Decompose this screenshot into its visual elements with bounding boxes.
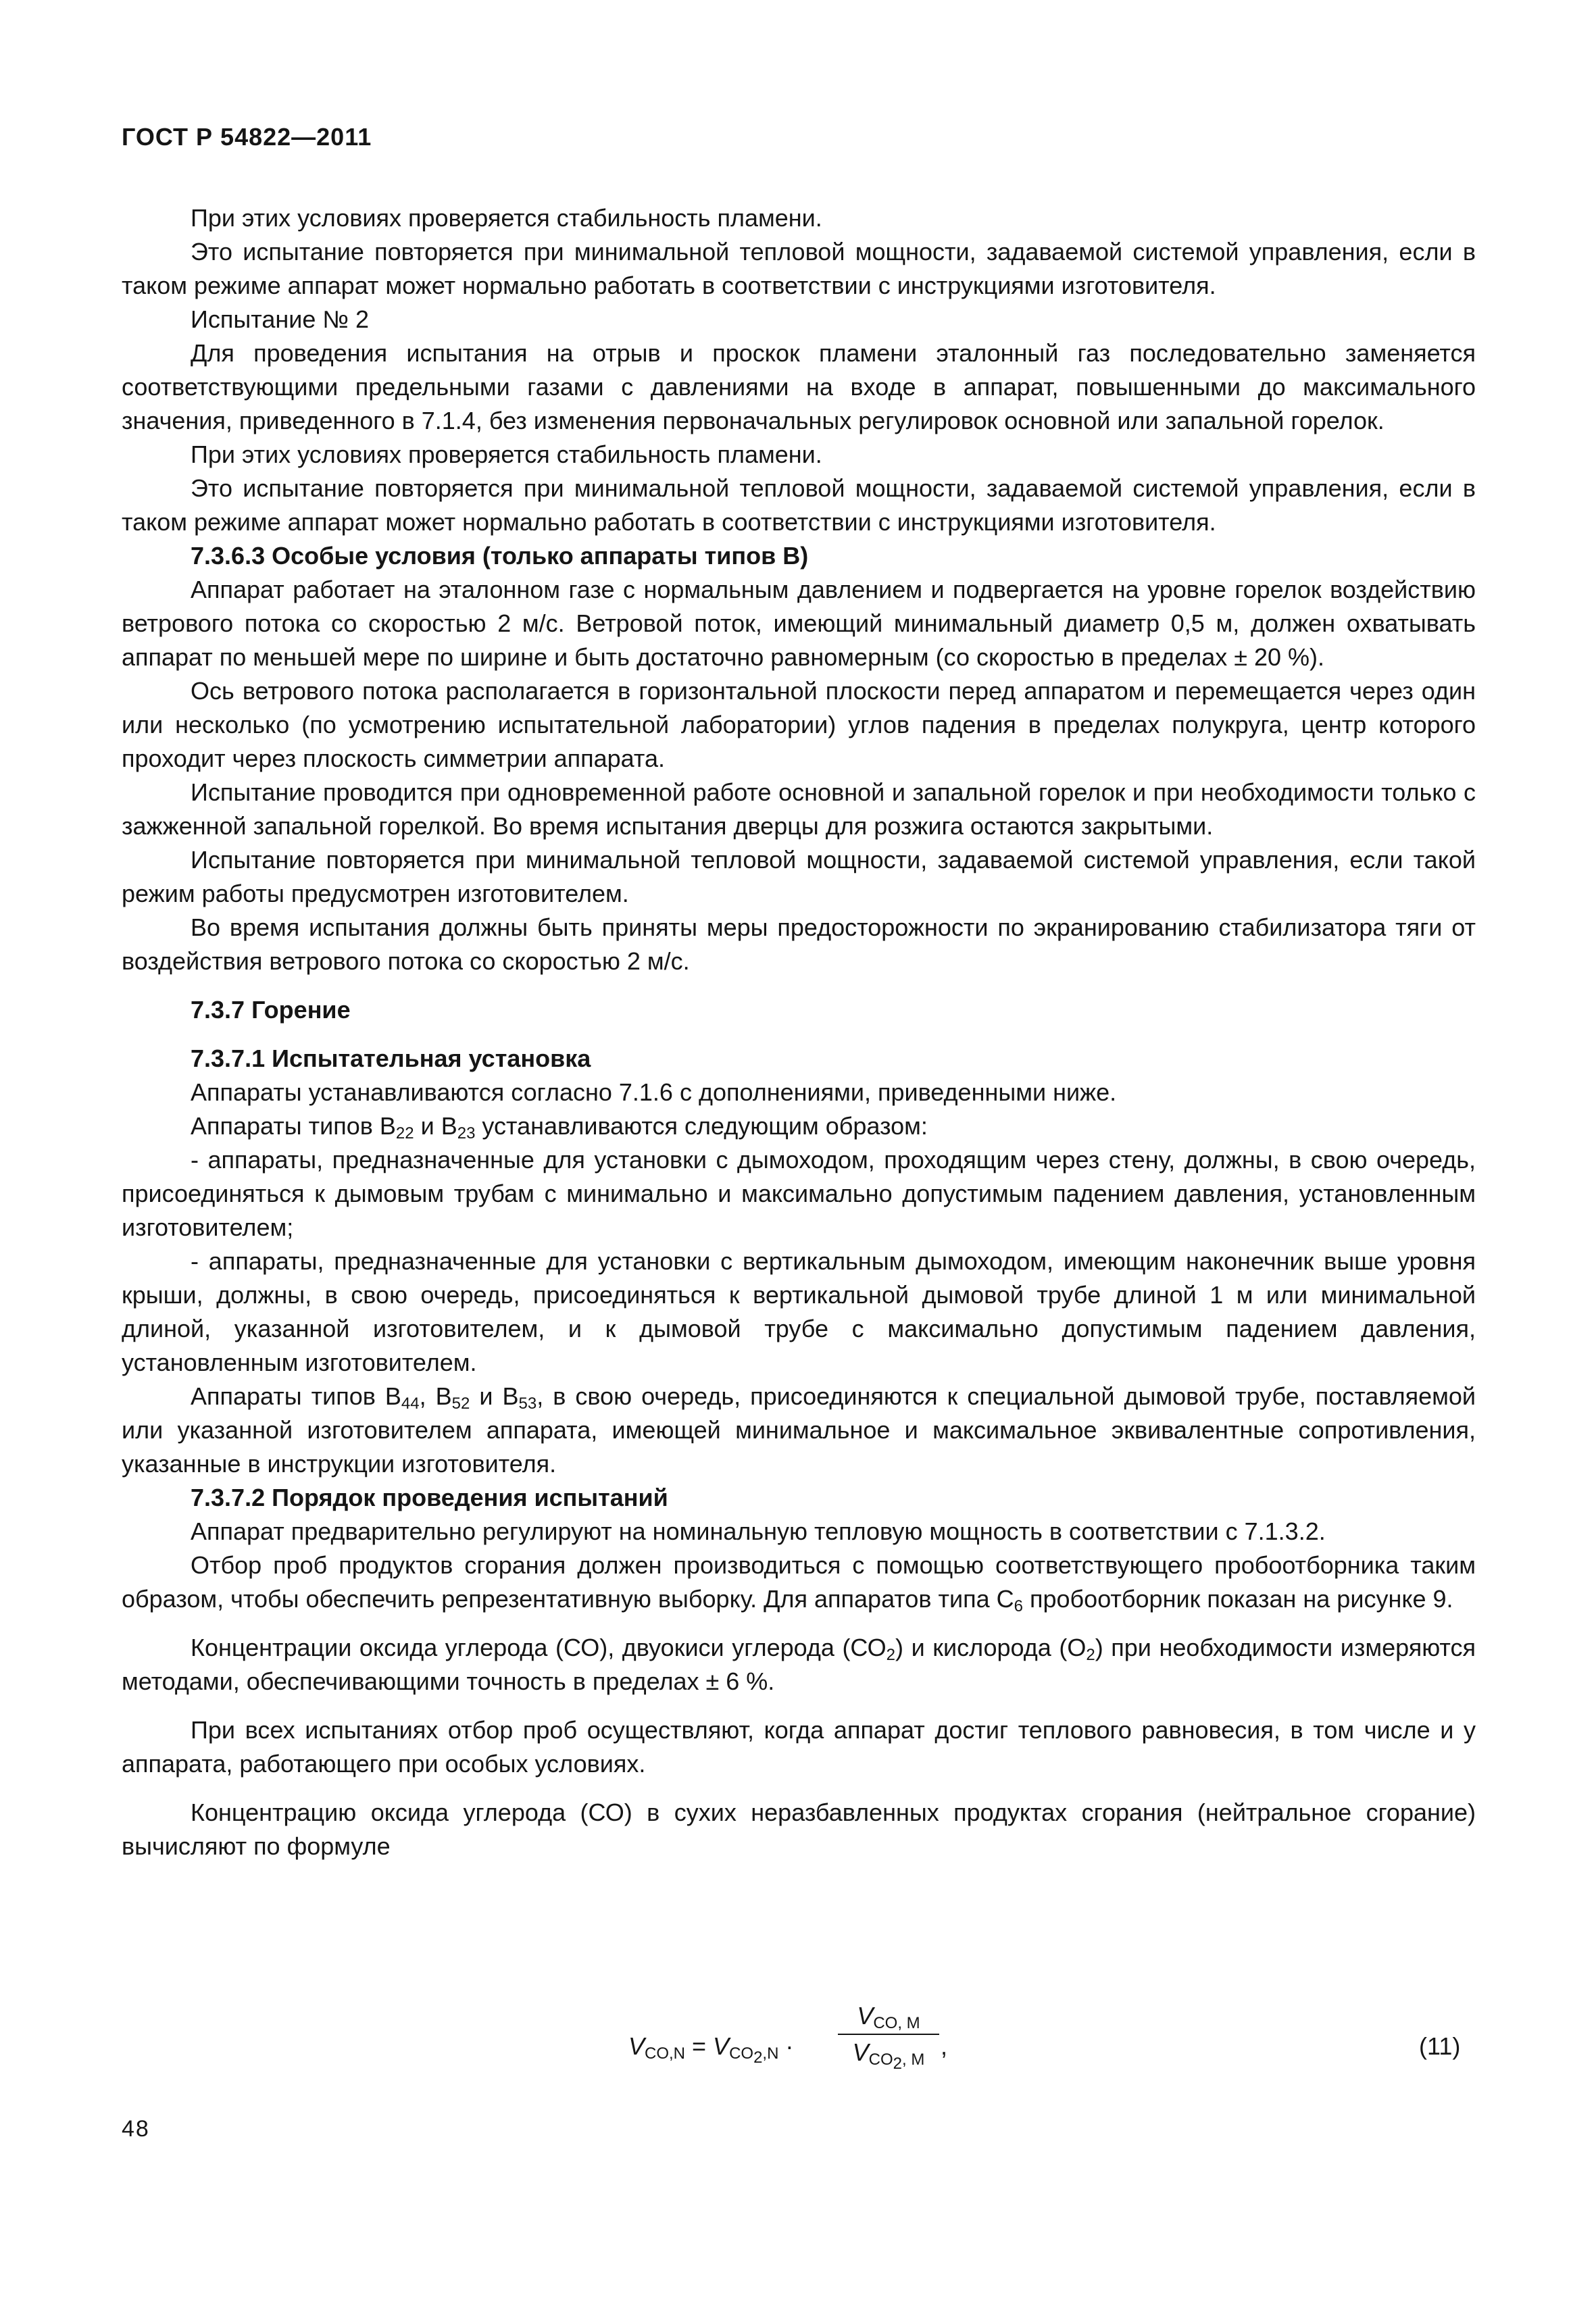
- paragraph: Аппарат работает на эталонном газе с нормальным давлением и подвергается на уровне горелок воздействию ветрового потока со скоростью 2 м/с. Ветровой поток, имеющий минимальный диаметр 0,5 м, должен охватывать аппарат по меньшей мере по ширине и быть достаточно равномерным (со скоростью в пределах ± 20 %).: [122, 576, 1476, 671]
- paragraph-c6: Отбор проб продуктов сгорания должен производиться с помощью соответствующего пробоотборника таким образом, чтобы обеспечить репрезентативную выборку. Для аппаратов типа $С_6$ пробоотборник показан на рисунке 9.: [122, 1551, 1476, 1615]
- list-item: - аппараты, предназначенные для установки с вертикальным дымоходом, имеющим наконечник выше уровня крыши, должны, в свою очередь, присоединяться к вертикальной дымовой трубе длиной 1 м или минимальной длиной, указанной изготовителем, и к дымовой трубе с максимально допустимым падением давления, установленным изготовителем.: [122, 1247, 1476, 1376]
- page-number: 48: [122, 2116, 150, 2142]
- paragraph-co2: Концентрации оксида углерода (СО), двуокиси углерода $(СО_2)$ и кислорода $(О_2)$ при необходимости измеряются методами, обеспечивающими точность в пределах ± 6 %.: [122, 1634, 1476, 1695]
- paragraph: Это испытание повторяется при минимальной тепловой мощности, задаваемой системой управления, если в таком режиме аппарат может нормально работать в соответствии с инструкциями изготовителя.: [122, 238, 1476, 299]
- paragraph: При этих условиях проверяется стабильность пламени.: [191, 441, 822, 468]
- formula-comma: ,: [941, 2032, 948, 2060]
- formula-lhs: $V_{CO,N} = V_{CO_2,N}$ ·: [628, 2032, 794, 2067]
- paragraph-b44-b52-b53: Аппараты типов $В_{44}$, $В_{52}$ и $В_{53}$, в свою очередь, присоединяются к специальной дымовой трубе, поставляемой или указанной изготовителем аппарата, имеющей минимальное и максимальное эквивалентные сопротивления, указанные в инструкции изготовителя.: [122, 1382, 1476, 1478]
- paragraph: Аппарат предварительно регулируют на номинальную тепловую мощность в соответствии с 7.1.3.2.: [191, 1517, 1326, 1545]
- paragraph-b22-b23: Аппараты типов $В_{22}$ и $В_{23}$ устанавливаются следующим образом:: [191, 1112, 928, 1142]
- equation-number: (11): [1419, 2032, 1461, 2060]
- paragraph: При всех испытаниях отбор проб осуществляют, когда аппарат достиг теплового равновесия, в том числе и у аппарата, работающего при особых условиях.: [122, 1716, 1476, 1778]
- standard-header: ГОСТ Р 54822—2011: [122, 123, 372, 151]
- paragraph: Это испытание повторяется при минимальной тепловой мощности, задаваемой системой управления, если в таком режиме аппарат может нормально работать в соответствии с инструкциями изготовителя.: [122, 474, 1476, 536]
- paragraph: Аппараты устанавливаются согласно 7.1.6 с дополнениями, приведенными ниже.: [191, 1078, 1117, 1106]
- section-heading-7-3-7-2: 7.3.7.2 Порядок проведения испытаний: [191, 1484, 668, 1511]
- paragraph: Во время испытания должны быть приняты меры предосторожности по экранированию стабилизатора тяги от воздействия ветрового потока со скоростью 2 м/с.: [122, 913, 1476, 975]
- paragraph: Испытание повторяется при минимальной тепловой мощности, задаваемой системой управления, если такой режим работы предусмотрен изготовителем.: [122, 846, 1476, 907]
- paragraph: Ось ветрового потока располагается в горизонтальной плоскости перед аппаратом и перемещается через один или несколько (по усмотрению испытательной лаборатории) углов падения в пределах полукруга, центр которого проходит через плоскость симметрии аппарата.: [122, 677, 1476, 772]
- paragraph: При этих условиях проверяется стабильность пламени.: [191, 204, 822, 232]
- formula-11: [628, 1998, 966, 2100]
- paragraph: Для проведения испытания на отрыв и проскок пламени эталонный газ последовательно заменяется соответствующими предельными газами с давлениями на входе в аппарат, повышенными до максимального значения, приведенного в 7.1.4, без изменения первоначальных регулировок основной или запальной горелок.: [122, 339, 1476, 434]
- paragraph: Испытание № 2: [191, 305, 370, 333]
- section-heading-7-3-7: 7.3.7 Горение: [191, 996, 351, 1024]
- fraction-numerator: $V_{CO, M}$: [857, 2002, 920, 2032]
- paragraph: Испытание проводится при одновременной работе основной и запальной горелок и при необходимости только с зажженной запальной горелкой. Во время испытания дверцы для розжига остаются закрытыми.: [122, 778, 1476, 840]
- section-heading-7-3-7-1: 7.3.7.1 Испытательная установка: [191, 1045, 591, 1072]
- body-text: [122, 201, 1476, 1863]
- section-heading-7-3-6-3: 7.3.6.3 Особые условия (только аппараты типов В): [191, 542, 809, 570]
- fraction-denominator: $V_{CO_2, M}$: [852, 2038, 925, 2073]
- formula-fraction: [838, 1998, 939, 2073]
- list-item: - аппараты, предназначенные для установки с дымоходом, проходящим через стену, должны, в свою очередь, присоединяться к дымовым трубам с минимально и максимально допустимым падением давления, установленным изготовителем;: [122, 1146, 1476, 1241]
- paragraph: Концентрацию оксида углерода (СО) в сухих неразбавленных продуктах сгорания (нейтральное сгорание) вычисляют по формуле: [122, 1799, 1476, 1860]
